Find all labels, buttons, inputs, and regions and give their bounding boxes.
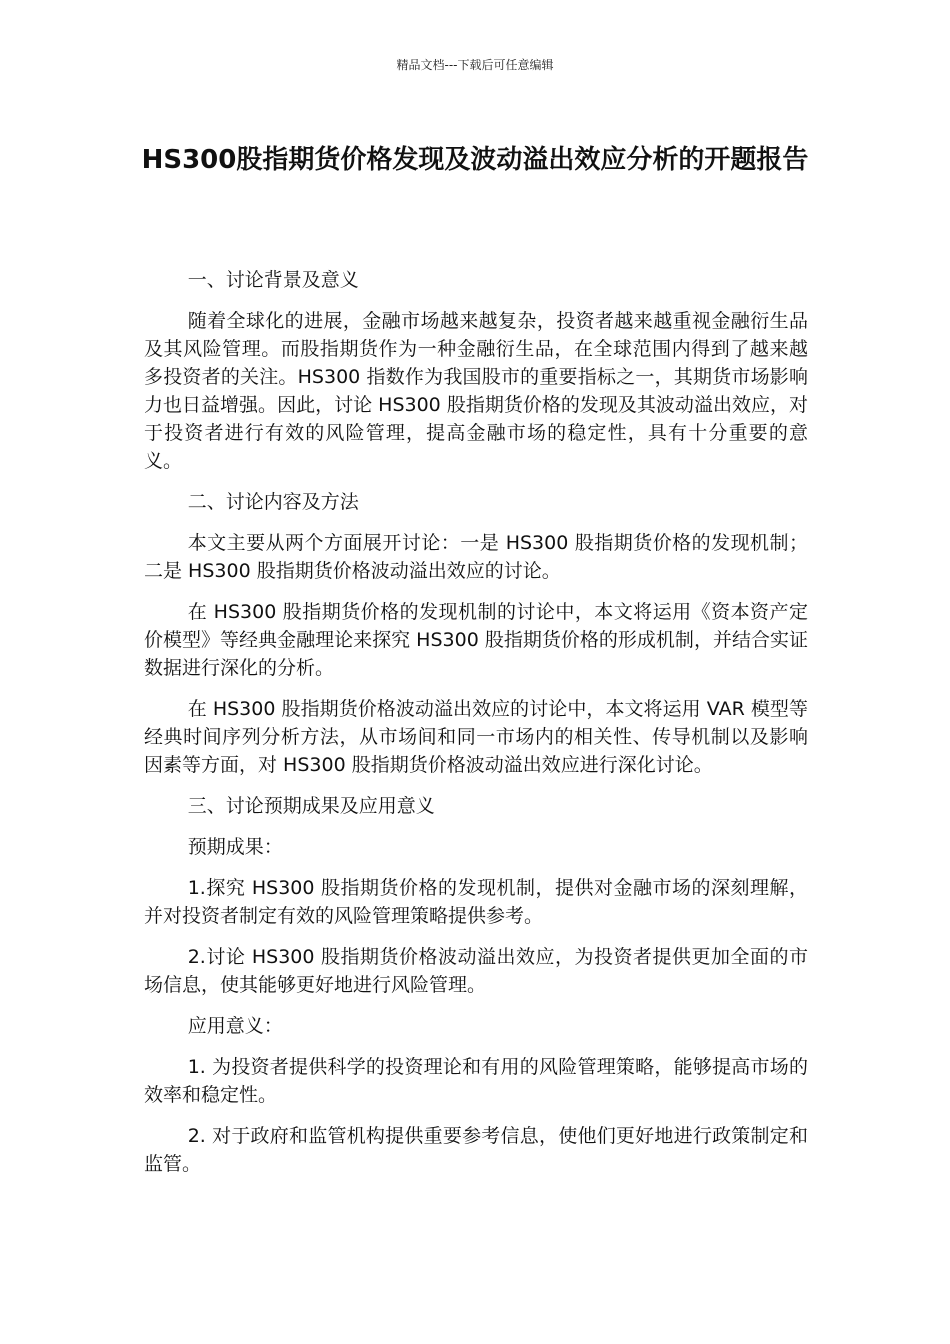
document-title: HS300股指期货价格发现及波动溢出效应分析的开题报告 (141, 145, 809, 175)
section-heading-background: 一、讨论背景及意义 (187, 269, 359, 291)
label-application-significance: 应用意义： (187, 1015, 283, 1037)
paragraph-price-discovery: 在 HS300 股指期货价格的发现机制的讨论中，本文将运用《资本资产定价模型》等经典金融理论来探究 HS300 股指期货价格的形成机制，并结合实证数据进行深化的分析。 (144, 601, 808, 679)
section-heading-expected-results: 三、讨论预期成果及应用意义 (187, 795, 435, 817)
expected-result-item-1: 1.探究 HS300 股指期货价格的发现机制，提供对金融市场的深刻理解，并对投资者制定有效的风险管理策略提供参考。 (144, 877, 808, 927)
paragraph-background: 随着全球化的进展，金融市场越来越复杂，投资者越来越重视金融衍生品及其风险管理。而股指期货作为一种金融衍生品，在全球范围内得到了越来越多投资者的关注。HS300 指数作为我国股市的重要指标之一，其期货市场影响力也日益增强。因此，讨论 HS300 股指期货价格的发现及其波动溢出效应，对于投资者进行有效的风险管理，提高金融市场的稳定性，具有十分重要的意义。 (144, 310, 808, 472)
paragraph-content-overview: 本文主要从两个方面展开讨论：一是 HS300 股指期货价格的发现机制；二是 HS300 股指期货价格波动溢出效应的讨论。 (144, 532, 808, 582)
document-body (144, 266, 808, 1191)
section-heading-content-methods: 二、讨论内容及方法 (187, 491, 359, 513)
application-item-1: 1. 为投资者提供科学的投资理论和有用的风险管理策略，能够提高市场的效率和稳定性。 (144, 1056, 808, 1106)
label-expected-results: 预期成果： (187, 836, 283, 858)
paragraph-volatility-spillover: 在 HS300 股指期货价格波动溢出效应的讨论中，本文将运用 VAR 模型等经典时间序列分析方法，从市场间和同一市场内的相关性、传导机制以及影响因素等方面，对 HS300 股指期货价格波动溢出效应进行深化讨论。 (144, 698, 808, 776)
expected-result-item-2: 2.讨论 HS300 股指期货价格波动溢出效应，为投资者提供更加全面的市场信息，使其能够更好地进行风险管理。 (144, 946, 808, 996)
page-header: 精品文档---下载后可任意编辑 (396, 58, 554, 72)
application-item-2: 2. 对于政府和监管机构提供重要参考信息，使他们更好地进行政策制定和监管。 (144, 1125, 808, 1175)
